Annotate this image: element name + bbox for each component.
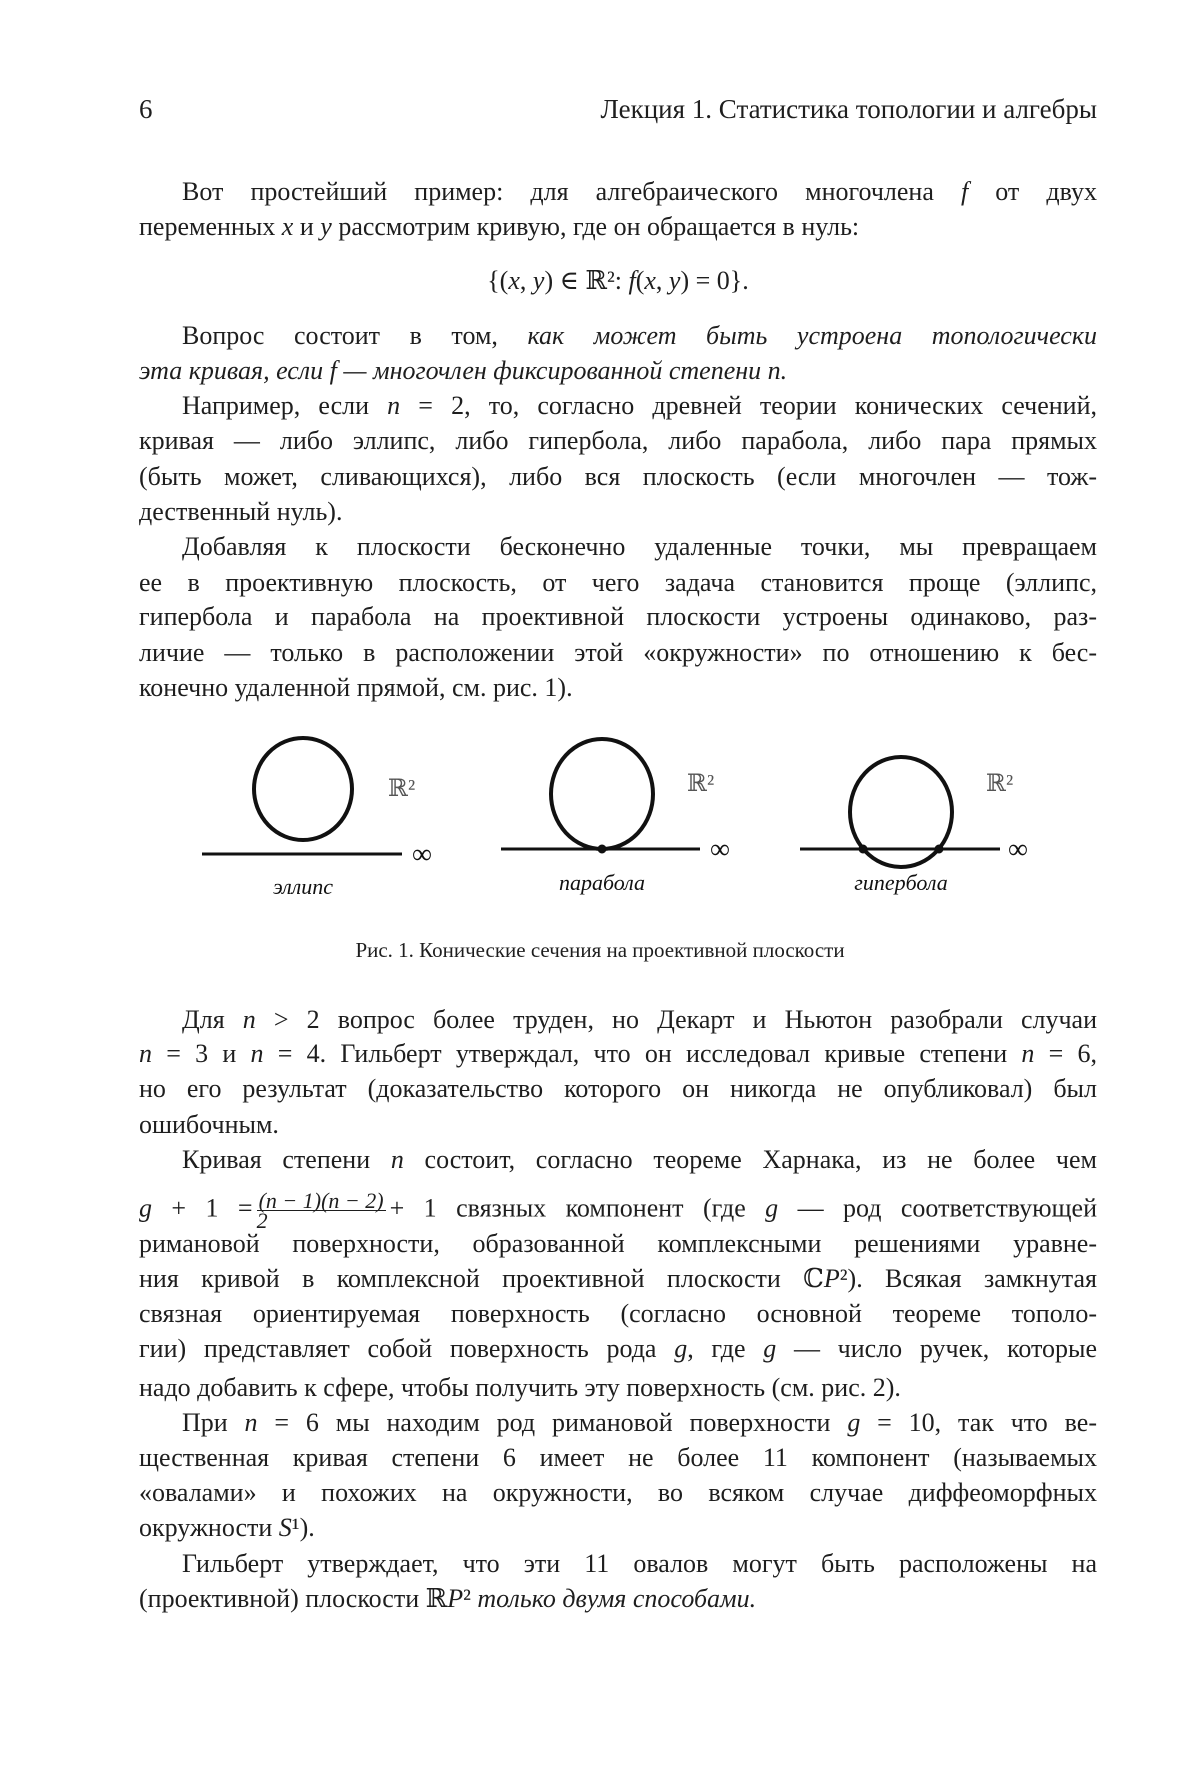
text-run: + 1 связных компонент (где [390,1193,766,1222]
text-line [139,462,1097,492]
text-run: ее в проективную плоскость, от чего задача становится проще (эллипс, [139,568,1097,597]
text-line [139,391,1097,421]
hyperbola-label: гипербола [854,870,947,895]
hyperbola-diagram [800,757,1028,895]
text-run: рассмотрим кривую, где он обращается в нуль: [332,212,859,241]
fraction-numerator: (n − 1)(n − 2) [257,1191,386,1211]
text-run: гипербола и парабола на проективной плоскости устроены одинаково, раз- [139,602,1097,631]
text-run: дественный нуль). [139,497,342,526]
text-run: щественная кривая степени 6 имеет не более 11 компонент (называемых [139,1443,1097,1472]
text-line [139,1443,1097,1473]
text-run: = 10, так что ве- [860,1408,1097,1437]
infinity-label: ∞ [412,839,432,870]
text-line [139,532,1097,562]
italic-text: n [245,1408,258,1437]
text-run: ния кривой в комплексной проективной плоскости ℂ [139,1264,824,1293]
intersection-point [859,845,867,853]
text-run: Например, если [182,391,387,420]
text-run: конечно удаленной прямой, см. рис. 1). [139,673,573,702]
text-line [139,568,1097,598]
text-run: {( [487,266,508,295]
text-run: , [520,266,533,295]
text-run: (быть может, сливающихся), либо вся плоскость (если многочлен — тож- [139,462,1097,491]
fraction [257,1191,386,1230]
text-line [139,1074,1097,1104]
text-line [139,1478,1097,1508]
text-run: но его результат (доказательство которого он никогда не опубликовал) был [139,1074,1097,1103]
parabola-diagram [501,739,730,895]
text-line [139,1513,1097,1543]
text-line [139,321,1097,351]
text-run: Гильберт утверждает, что эти 11 овалов могут быть расположены на [182,1549,1097,1578]
italic-text: n [251,1039,264,1068]
italic-text: f [961,177,968,206]
italic-text: эта кривая, если f — многочлен фиксированной степени n. [139,356,787,385]
text-run: — число ручек, которые [776,1334,1097,1363]
text-run: кривая — либо эллипс, либо гипербола, либо парабола, либо пара прямых [139,426,1097,455]
italic-text: S [279,1513,292,1542]
text-line [139,426,1097,456]
text-run: При [182,1408,245,1437]
italic-text: y [320,212,332,241]
text-line [139,1110,1097,1140]
text-run: римановой поверхности, образованной комплексными решениями уравне- [139,1229,1097,1258]
italic-text: n [1021,1039,1034,1068]
text-run: ) ∈ ℝ²: [544,266,628,295]
text-line [139,1549,1097,1579]
text-line [139,1334,1097,1364]
text-run: гии) представляет собой поверхность рода [139,1334,674,1363]
text-line [139,1408,1097,1438]
text-line [139,1264,1097,1294]
italic-text: g [847,1408,860,1437]
text-line [139,1373,1097,1403]
text-run: > 2 вопрос более труден, но Декарт и Ньютон разобрали случаи [256,1005,1097,1034]
text-run: — род соответствующей [778,1193,1097,1222]
text-line [139,1191,1097,1221]
text-run: окружности [139,1513,279,1542]
infinity-label: ∞ [1008,834,1028,865]
italic-text: n [387,391,400,420]
text-run: «овалами» и похожих на окружности, во всяком случае диффеоморфных [139,1478,1097,1507]
text-line [139,1299,1097,1329]
text-line [139,177,1097,207]
text-run: + 1 = [152,1193,253,1222]
text-line [139,638,1097,668]
text-run: Вот простейший пример: для алгебраического многочлена [182,177,961,206]
text-run: ¹). [292,1513,315,1542]
text-line [139,673,1097,703]
text-run: = 3 и [152,1039,251,1068]
italic-text: f [628,266,635,295]
figure-caption: Рис. 1. Конические сечения на проективной плоскости [0,938,1200,963]
italic-text: x [508,266,520,295]
text-line [139,1145,1097,1175]
italic-text: g [139,1193,152,1222]
ellipse-diagram [202,738,432,899]
italic-text: n [243,1005,256,1034]
text-run: надо добавить к сфере, чтобы получить эту поверхность (см. рис. 2). [139,1373,901,1402]
intersection-point [935,845,943,853]
text-run: от двух [968,177,1097,206]
plane-label: ℝ² [388,776,415,802]
text-run: , где [687,1334,763,1363]
text-run: = 2, то, согласно древней теории конических сечений, [400,391,1097,420]
italic-text: g [763,1334,776,1363]
text-run: и [293,212,320,241]
text-line [139,602,1097,632]
italic-text: y [669,266,681,295]
italic-text: y [533,266,545,295]
text-line [139,356,1097,386]
text-run: ²). Всякая замкнутая [840,1264,1097,1293]
text-run: = 6 мы находим род римановой поверхности [258,1408,848,1437]
text-line [139,1584,1097,1614]
page-number: 6 [139,94,153,125]
text-run: ошибочным. [139,1110,279,1139]
italic-text: как может быть устроена топологически [527,321,1097,350]
text-run: ) = 0}. [680,266,748,295]
ellipse-curve [254,738,352,840]
ellipse-label: эллипс [273,874,333,899]
text-run: = 4. Гильберт утверждал, что он исследовал кривые степени [264,1039,1022,1068]
italic-text: P [824,1264,840,1293]
text-run: Добавляя к плоскости бесконечно удаленные точки, мы превращаем [182,532,1097,561]
text-line [139,212,1097,242]
tangent-point [598,845,606,853]
running-header: Лекция 1. Статистика топологии и алгебры [601,94,1098,125]
infinity-label: ∞ [710,834,730,865]
figure-conic-sections [0,720,1200,920]
italic-text: x [282,212,294,241]
text-line [139,1229,1097,1259]
parabola-label: парабола [559,870,645,895]
text-run: = 6, [1034,1039,1097,1068]
text-line [139,497,1097,527]
fraction-denominator: 2 [257,1211,386,1230]
italic-text: n [139,1039,152,1068]
text-run: Вопрос состоит в том, [182,321,527,350]
italic-text: только двумя способами. [477,1584,756,1613]
text-run: личие — только в расположении этой «окружности» по отношению к бес- [139,638,1097,667]
text-run: состоит, согласно теореме Харнака, из не более чем [404,1145,1097,1174]
text-run: ² [463,1584,477,1613]
italic-text: P [447,1584,463,1613]
italic-text: g [765,1193,778,1222]
text-line [139,1039,1097,1069]
text-run: Для [182,1005,243,1034]
text-run: переменных [139,212,282,241]
italic-text: n [391,1145,404,1174]
text-run: ( [636,266,645,295]
text-line [139,266,1097,296]
italic-text: x [644,266,656,295]
parabola-curve [551,739,653,849]
text-line [139,1005,1097,1035]
italic-text: g [674,1334,687,1363]
text-run: , [656,266,669,295]
plane-label: ℝ² [687,771,714,797]
text-run: (проективной) плоскости ℝ [139,1584,447,1613]
text-run: связная ориентируемая поверхность (согласно основной теореме тополо- [139,1299,1097,1328]
plane-label: ℝ² [986,771,1013,797]
text-run: Кривая степени [182,1145,391,1174]
